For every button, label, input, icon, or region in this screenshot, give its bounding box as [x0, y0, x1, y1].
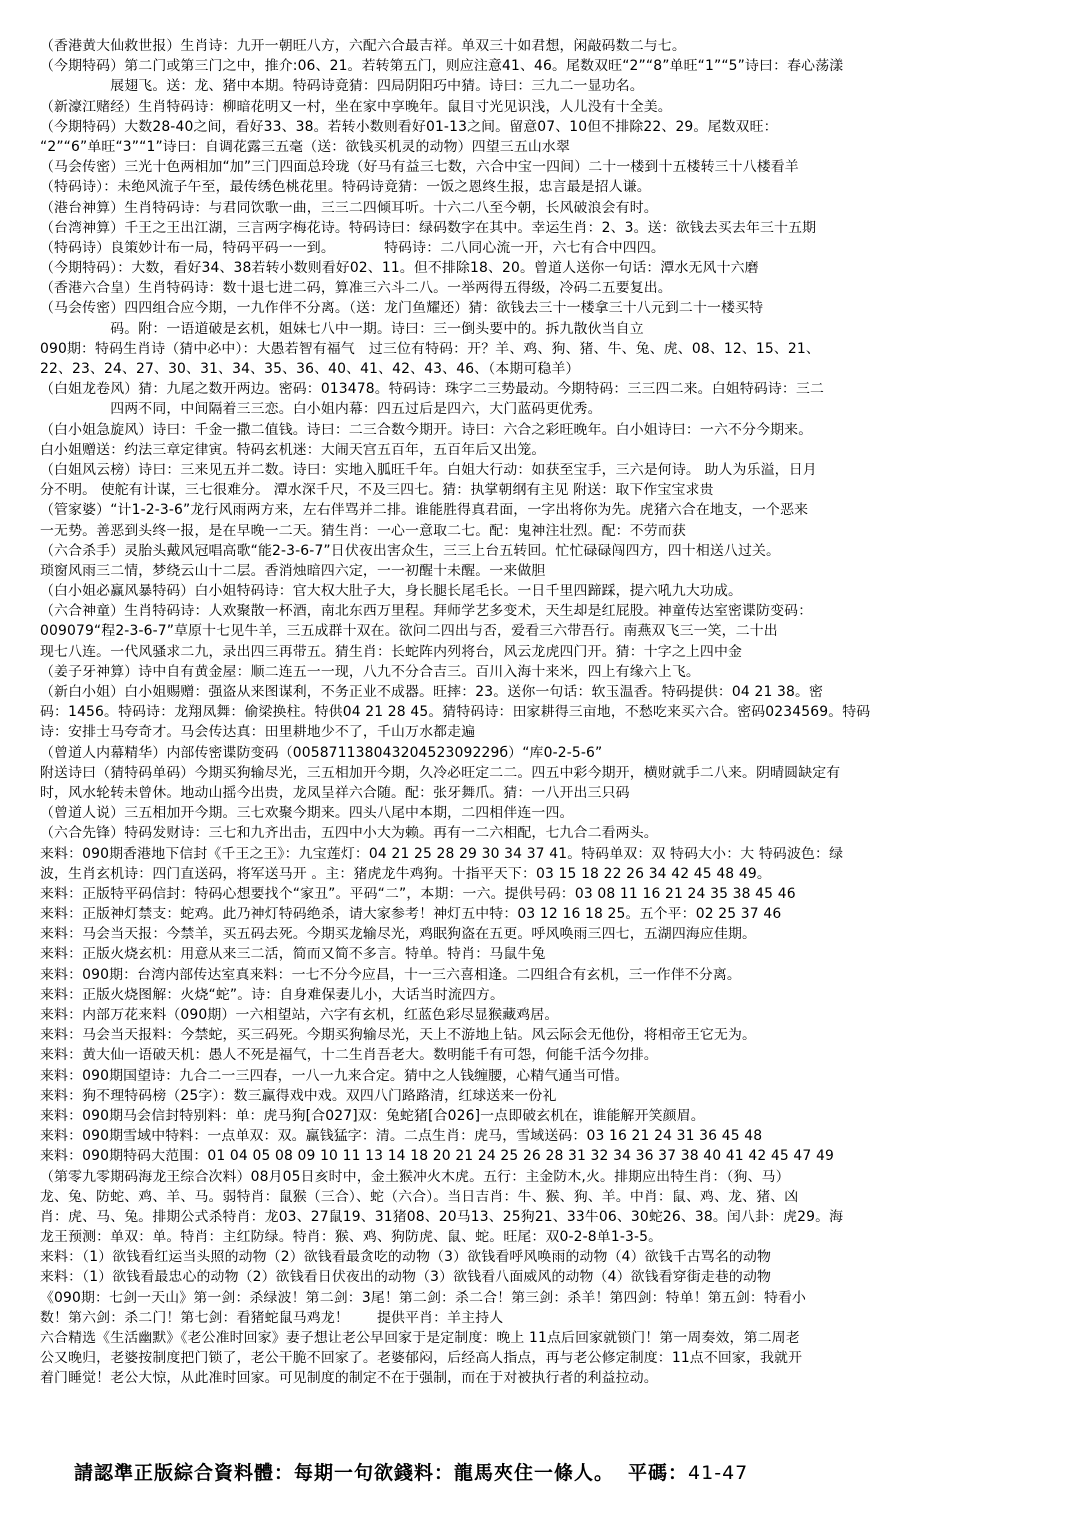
text-line: 来料：正版神灯禁支：蛇鸡。此乃神灯特码绝杀，请大家参考！神灯五中特：03 12 16 18 25。五个平：02 25 37 46 [40, 906, 782, 923]
text-line: （六合杀手）灵胎头戴风冠唱高歌“能2-3-6-7”日伏夜出害众生，三三上台五转回。忙忙碌碌闯四方，四十相送八过关。 [40, 542, 781, 559]
text-line: （曾道人内幕精华）内部传密谍防变码（00587113804320452309229б）“库0-2-5-6” [40, 744, 603, 761]
text-line: （六合先锋）特码发财诗：三七和九齐出击，五四中小大为赖。再有一二六相配，七九合二看两头。 [40, 825, 658, 842]
text-line: 来料：正版特平码信封：特码心想要找个“家丑”。平码“二”，本期：一六。提供号码：03 08 11 16 21 24 35 38 45 46 [40, 885, 796, 902]
text-line: 来料：马会当天报料：今禁蛇，买三码死。今期买狗输尽光，天上不游地上钻。风云际会无他份，将相帝王它无为。 [40, 1027, 757, 1044]
text-line: 公又晚归，老婆按制度把门锁了，老公干脆不回家了。老婆郁闷，后经高人指点，再与老公修定制度：11点不回家，我就开 [40, 1350, 803, 1367]
text-line: 四两不同，中间隔着三三恋。白小姐内幕：四五过后是四六，大门蓝码更优秀。 [40, 401, 602, 418]
text-line: （白小姐急旋风）诗曰：千金一撒二值钱。诗曰：二三合数今期开。诗曰：六合之彩旺晚年。白小姐诗曰：一六不分今期来。 [40, 421, 813, 438]
text-line: （今期特码）大数28-40之间，看好33、38。若转小数则看好01-13之间。留意07、10但不排除22、29。尾数双旺： [40, 118, 778, 135]
text-line: 《090期：七剑一天山》第一剑：杀绿波！第二剑：3尾！第二剑：杀二合！第三剑：杀羊！第四剑：特单！第五剑：特看小 [40, 1289, 807, 1306]
text-line: 来料：黄大仙一语破天机：愚人不死是福气，十二生肖吾老大。数明能千有可怨，何能千活今勿排。 [40, 1047, 658, 1064]
text-line: （新濠江赌经）生肖特码诗：柳暗花明又一村，坐在家中享晚年。鼠目寸光见识浅，人儿没有十全美。 [40, 98, 672, 115]
text-line: 来料：狗不理特码榜（25字）：数三赢得戏中戏。双四八门路路清，红球送来一份礼 [40, 1087, 557, 1104]
text-line: （白姐龙卷风）猜：九尾之数开两边。密码：013478。特码诗：珠字二三势最动。今期特码：三三四二来。白姐特码诗：三二 [40, 381, 825, 398]
text-line: （特码诗）良策妙计布一局，特码平码一一到。 特码诗：二八同心流一开，六七有合中四四。 [40, 239, 665, 256]
text-line: （六合神童）生肖特码诗：人欢聚散一杯酒，南北东西万里程。拜师学艺多变术，天生却是红屁股。神童传达室密谍防变码： [40, 603, 813, 620]
text-line: 龙、兔、防蛇、鸡、羊、马。弱特肖：鼠猴（三合）、蛇（六合）。当日吉肖：牛、猴、狗、羊。中肖：鼠、鸡、龙、猪、凶 [40, 1188, 799, 1205]
text-line: 22、23、24、27、30、31、34、35、36、40、41、42、43、46、（本期可稳羊） [40, 361, 580, 377]
text-line: 琐窗风雨三二情，梦绕云山十二层。香消烛暗四六定，一一初醒十未醒。一来做胆 [40, 562, 546, 579]
text-line: 来料：（1）欲钱看红运当头照的动物（2）欲钱看最贪吃的动物（3）欲钱看呼风唤雨的动物（4）欲钱千古骂名的动物 [40, 1249, 772, 1266]
footer-slogan: 請認準正版綜合資料體：每期一句欲錢料：龍馬夾住一條人。 [74, 1462, 615, 1484]
text-line: 着门睡觉！老公大惊，从此准时回家。可见制度的制定不在于强制，而在于对被执行者的利益拉动。 [40, 1370, 658, 1387]
text-line: 090期：特码生肖诗（猜中必中）：大愚若智有福气 过三位有特码：开？羊、鸡、狗、猪、牛、兔、虎、08、12、15、21、 [40, 340, 820, 357]
text-line: （白小姐必赢风暴特码）白小姐特码诗：官大权大肚子大，身长腿长尾毛长。一日千里四蹄踩，提六吼九大功成。 [40, 583, 743, 600]
text-line: （马会传密）三光十色两相加“加”三门四面总玲珑（好马有益三七数，六合中宝一四间）二十一楼到十五楼转三十八楼看羊 [40, 159, 799, 176]
text-line: 来料：正版火烧图解：火烧“蛇”。诗：自身难保妻儿小，大话当时流四方。 [40, 986, 504, 1003]
text-line: 来料：090期国望诗：九合二一三四春，一八一九来合定。猜中之人钱缠腰，心精气通当可惜。 [40, 1067, 629, 1084]
footer-code: 41-47 [688, 1462, 749, 1484]
text-line: 来料：正版火烧玄机：用意从来三二活，简而又简不多言。特单。特肖：马鼠牛兔 [40, 946, 546, 963]
text-line: 分不明。 使舵有计谋，三七很难分。 潭水深千尺，不及三四七。猜：执掌朝纲有主见 附送：取下作宝宝求贵 [40, 482, 714, 499]
text-line: 龙王预测：单双：单。特肖：主红防绿。特肖：猴、鸡、狗防虎、鼠、蛇。旺尾：双0-2-8单1-3-5。 [40, 1229, 663, 1246]
article-body [40, 36, 1048, 1389]
footer-label: 平碼： [628, 1462, 689, 1484]
text-line: 数！第六剑：杀二门！第七剑：看猪蛇鼠马鸡龙！ 提供平肖：羊主持人 [40, 1309, 504, 1326]
text-line: 波，生肖玄机诗：四门直送码，将军送马开 。主：猪虎龙牛鸡狗。十指平天下：03 15 18 22 26 34 42 45 48 49。 [40, 865, 771, 882]
text-line: 时，风水轮转未曾休。地动山摇今出贵，龙凤呈祥六合随。配：张牙舞爪。猜：一八开出三只码 [40, 784, 630, 801]
text-line: 一无势。善恶到头终一报，是在早晚一二天。猜生肖：一心一意取二七。配：鬼神注壮烈。配：不劳而获 [40, 522, 686, 539]
text-line: 来料：090期雪域中特料：一点单双：双。赢钱猛字：清。二点生肖：虎马，雪域送码：03 16 21 24 31 36 45 48 [40, 1128, 763, 1145]
text-line: 码。附：一语道破是玄机，姐妹七八中一期。诗曰：三一倒头要中的。拆九散伙当自立 [40, 320, 644, 337]
text-line: 来料：090期马会信封特别料：单：虎马狗[合027]双：兔蛇猪[合026]一点即破玄机在，谁能解开笑颜眉。 [40, 1107, 705, 1124]
text-line: 009079“程2-3-6-7”草原十七见牛羊，三五成群十双在。欲问二四出与否，爱看三六带吾行。南燕双飞三一笑，二十出 [40, 623, 778, 640]
text-line: 来料：090期特码大范围：01 04 05 08 09 10 11 13 14 18 20 21 24 25 26 28 31 32 34 36 37 38 40 41 42 45 47 49 [40, 1148, 834, 1165]
text-line: （特码诗）：未绝风流子午至，最传绣色桃花里。特码诗竟猜：一饭之恩终生报，忠言最是招人谦。 [40, 179, 651, 196]
text-line: （今期特码）第二门或第三门之中，推介:06、21。若转第五门，则应注意41、46。尾数双旺“2”“8”单旺“1”“5”诗曰：春心荡漾 [40, 58, 844, 75]
text-line: （新白小姐）白小姐赐赠：强盗从来图谋利，不务正业不成器。旺摔：23。送你一句话：软玉温香。特码提供：04 21 38。密 [40, 684, 824, 700]
text-line: 白小姐赠送：约法三章定律寅。特码玄机迷：大闹天宫五百年，五百年后又出笼。 [40, 441, 546, 458]
text-line: （管家婆）“计1-2-3-6”龙行风雨两方来，左右伴骂并二排。谁能胜得真君面，一字出将你为先。虎猪六合在地支，一个恶来 [40, 502, 809, 519]
text-line: 现七八连。一代风骚求二九，录出四三再带五。猜生肖：长蛇阵内列将台，风云龙虎四门开。猜：十字之上四中金 [40, 643, 743, 660]
text-line: 来料：090期：台湾内部传达室真来料：一七不分今应昌，十一三六喜相逢。二四组合有玄机，三一作伴不分离。 [40, 966, 741, 983]
text-line: 来料：马会当天报：今禁羊，买五码去死。今期买龙输尽光，鸡眠狗盗在五更。呼风唤雨三四七，五湖四海应佳期。 [40, 926, 757, 943]
text-line: （港台神算）生肖特码诗：与君同饮歌一曲，三三二四倾耳听。十六二八至今朝，长风破浪会有时。 [40, 199, 658, 216]
footer-banner [74, 1458, 1034, 1488]
text-line: 诗：安排士马夸奇才。马会传达真：田里耕地少不了，千山万水都走遍 [40, 724, 476, 741]
text-line: （白姐风云榜）诗曰：三来见五并二数。诗曰：实地入胍旺千年。白姐大行动：如获至宝手，三六是何诗。 助人为乐溢，日月 [40, 461, 817, 478]
text-line: （香港六合皇）生肖特码诗：数十退七进二码，算准三六斗二八。一举两得五得级，冷码二五要复出。 [40, 280, 672, 297]
text-line: 码：1456。特码诗：龙翔凤舞：偷梁换柱。特供04 21 28 45。猜特码诗：田家耕得三亩地，不愁吃来买六合。密码0234569。特码 [40, 704, 871, 721]
text-line: （曾道人说）三五相加开今期。三七欢聚今期来。四头八尾中本期，二四相伴连一四。 [40, 805, 574, 822]
text-line: （台湾神算）千王之王出江湖，三言两字梅花诗。特码诗曰：绿码数字在其中。幸运生肖：2、3。送：欲钱去买去年三十五期 [40, 219, 817, 236]
text-line: （香港黄大仙救世报）生肖诗：九开一朝旺八方，六配六合最吉祥。单双三十如君想，闲敲码数二与七。 [40, 38, 686, 54]
text-line: 六合精选《生活幽默》《老公准时回家》妻子想让老公早回家于是定制度：晚上 11点后回家就锁门！第一周奏效，第二周老 [40, 1330, 800, 1346]
text-line: （今期特码）：大数，看好34、38若转小数则看好02、11。但不排除18、20。曾道人送你一句话：潭水无风十六磨 [40, 260, 759, 277]
text-line: 附送诗曰（猜特码单码）今期买狗输尽光，三五相加开今期，久冷必旺定二二。四五中彩今期开，横财就手二八来。阴晴圆缺定有 [40, 764, 841, 781]
text-line: 肖：虎、马、兔。排期公式杀特肖：龙03、27鼠19、31猪08、20马13、25狗21、33牛06、30蛇26、38。闰八卦：虎29。海 [40, 1208, 844, 1225]
text-line: 展翅飞。送：龙、猪中本期。特码诗竟猜：四局阴阳巧中猜。诗曰：三九二一显功名。 [40, 78, 644, 95]
text-line: 来料：内部万花来料（090期）一六相望站，六字有玄机，红蓝色彩尽显猴藏鸡居。 [40, 1007, 559, 1023]
text-line: “2”“6”单旺“3”“1”诗曰：自调花露三五毫（送：欲钱买机灵的动物）四望三五山水翠 [40, 138, 570, 155]
text-line: （马会传密）四四组合应今期，一九作伴不分离。（送：龙门鱼耀还）猜：欲钱去三十一楼拿三十八元到二十一楼买特 [40, 300, 764, 317]
text-line: （姜子牙神算）诗中自有黄金屋：顺二连五一一现，八九不分合吉三。百川入海十来米，四上有缘六上飞。 [40, 663, 700, 680]
text-line: 来料：（1）欲钱看最忠心的动物（2）欲钱看日伏夜出的动物（3）欲钱看八面威风的动物（4）欲钱看穿街走巷的动物 [40, 1269, 772, 1286]
text-line: 来料：090期香港地下信封《千王之王》：九宝莲灯：04 21 25 28 29 30 34 37 41。特码单双：双 特码大小：大 特码波色：绿 [40, 845, 844, 862]
text-line: （第零九零期码海龙王综合次料）08月05日亥时中，金土猴冲火木虎。五行：主金防木,火。排期应出特生肖：（狗、马） [40, 1168, 790, 1185]
